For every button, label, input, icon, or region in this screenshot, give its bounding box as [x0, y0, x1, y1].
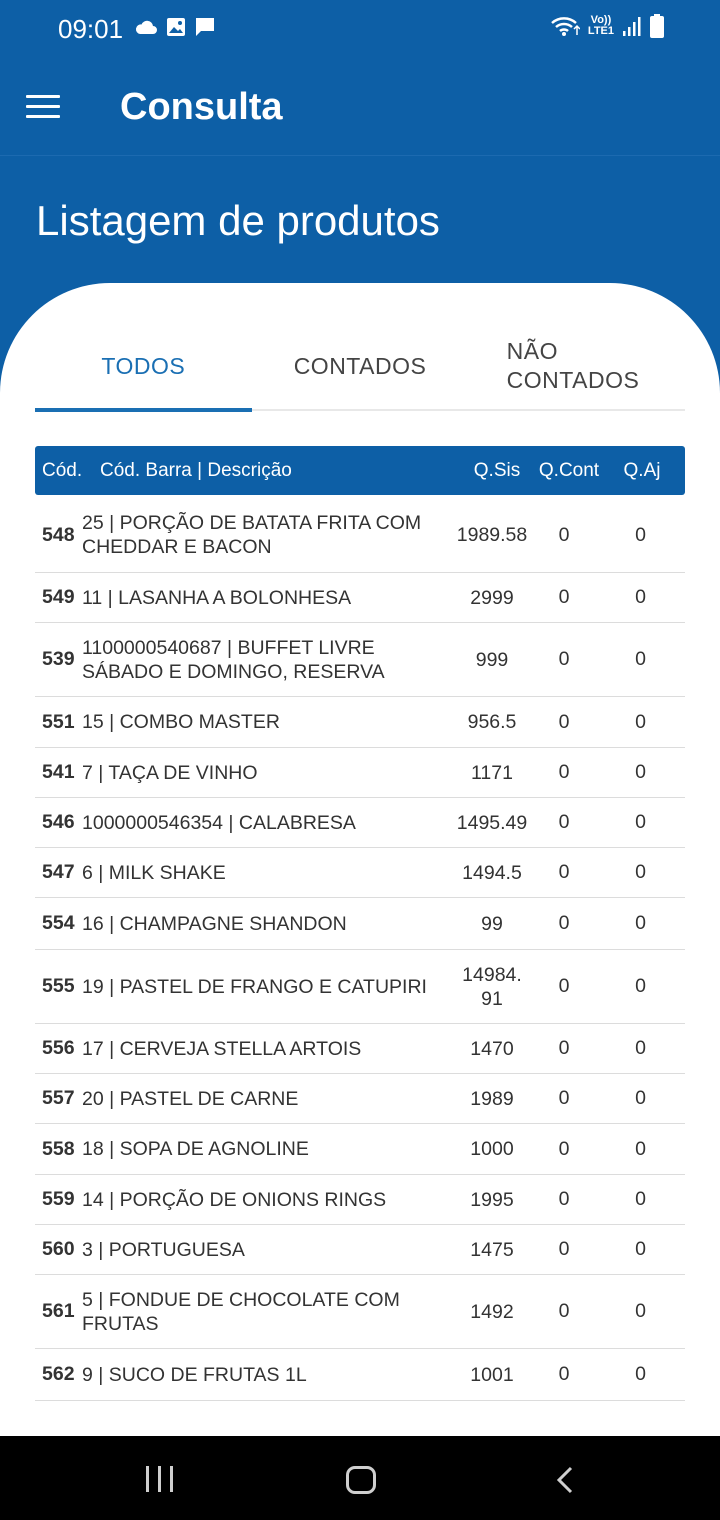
row-description: 16 | CHAMPAGNE SHANDON: [82, 912, 347, 935]
content-card: [0, 283, 720, 1436]
page-title: Listagem de produtos: [36, 197, 440, 244]
table-row[interactable]: [35, 1349, 685, 1401]
row-description: 17 | CERVEJA STELLA ARTOIS: [82, 1037, 362, 1060]
table-row[interactable]: [35, 623, 685, 697]
lte-top-label: Vo)): [590, 14, 612, 26]
row-code: 562: [42, 1363, 75, 1385]
product-list: [35, 498, 685, 1401]
table-row[interactable]: [35, 1225, 685, 1275]
message-icon: [194, 16, 216, 38]
status-icons-left: [134, 16, 216, 38]
tab-contados-label: CONTADOS: [293, 352, 427, 379]
status-icons-right: [550, 14, 664, 38]
row-q-cont: 0: [558, 648, 570, 670]
lte-bottom-label: LTE1: [587, 25, 614, 37]
row-description: 15 | COMBO MASTER: [82, 711, 280, 733]
app-bar: [0, 58, 720, 156]
row-q-cont: 0: [558, 1188, 570, 1210]
row-q-cont: 0: [558, 1137, 570, 1160]
table-row[interactable]: [35, 1175, 685, 1225]
row-description: 11 | LASANHA A BOLONHESA: [82, 586, 352, 609]
row-q-cont: 0: [558, 1363, 570, 1385]
header-cont: Q.Cont: [538, 459, 600, 481]
recent-apps-icon[interactable]: [146, 1466, 173, 1492]
row-code: 546: [42, 811, 75, 833]
row-q-sis: 1171: [471, 761, 513, 784]
home-icon[interactable]: [346, 1466, 376, 1494]
header-desc: Cód. Barra | Descrição: [100, 459, 292, 481]
row-description: 7 | TAÇA DE VINHO: [82, 761, 258, 784]
table-row[interactable]: [35, 898, 685, 950]
row-q-sis: 2999: [470, 586, 514, 609]
row-description: 14 | PORÇÃO DE ONIONS RINGS: [82, 1188, 387, 1211]
row-q-sis: 1001: [470, 1363, 514, 1386]
row-q-sis: 1475: [470, 1238, 514, 1261]
row-q-sis: 1495.49: [456, 811, 528, 834]
row-q-sis: 999: [475, 648, 509, 671]
row-q-aj: 0: [635, 975, 646, 997]
status-bar: [0, 0, 720, 58]
row-description: 5 | FONDUE DE CHOCOLATE COM FRUTAS: [82, 1288, 400, 1335]
header-aj: Q.Aj: [623, 459, 661, 481]
row-q-aj: 0: [635, 1300, 646, 1322]
table-row[interactable]: [35, 1275, 685, 1349]
row-description: 9 | SUCO DE FRUTAS 1L: [82, 1363, 307, 1386]
row-code: 558: [42, 1137, 75, 1160]
row-q-aj: 0: [635, 861, 646, 883]
row-code: 541: [42, 761, 75, 783]
row-description: 18 | SOPA DE AGNOLINE: [82, 1138, 309, 1160]
row-code: 560: [42, 1238, 75, 1260]
row-q-aj: 0: [635, 1087, 646, 1109]
table-row[interactable]: [35, 498, 685, 573]
tab-contados[interactable]: [252, 323, 469, 409]
app-title: Consulta: [120, 86, 283, 128]
row-code: 555: [42, 975, 75, 997]
cloud-icon: [134, 18, 158, 36]
row-q-sis: 1494.5: [462, 861, 522, 884]
table-row[interactable]: [35, 950, 685, 1024]
menu-icon[interactable]: [26, 86, 64, 126]
row-q-aj: 0: [635, 1137, 646, 1160]
header-sis: Q.Sis: [473, 459, 521, 481]
row-q-cont: 0: [558, 523, 570, 546]
row-q-sis: 1492: [470, 1300, 514, 1323]
row-q-aj: 0: [635, 1363, 646, 1385]
header-cod: Cód.: [42, 459, 83, 481]
table-row[interactable]: [35, 1024, 685, 1074]
table-row[interactable]: [35, 1124, 685, 1175]
row-description: 1100000540687 | BUFFET LIVRE SÁBADO E DOMINGO, RESERVA: [82, 636, 385, 683]
row-code: 559: [42, 1188, 75, 1210]
row-code: 549: [42, 586, 75, 608]
row-code: 561: [42, 1300, 75, 1322]
row-q-cont: 0: [558, 761, 570, 783]
table-row[interactable]: [35, 798, 685, 848]
row-q-sis: 1470: [470, 1037, 514, 1060]
row-q-cont: 0: [558, 1037, 570, 1059]
row-code: 547: [42, 861, 75, 883]
row-q-cont: 0: [558, 975, 570, 997]
row-q-aj: 0: [635, 648, 646, 670]
lte-indicator: [588, 15, 614, 37]
row-q-aj: 0: [635, 811, 646, 833]
row-q-aj: 0: [635, 586, 646, 608]
wifi-icon: [550, 15, 580, 37]
row-q-cont: 0: [558, 1238, 570, 1260]
row-q-cont: 0: [558, 861, 570, 883]
navigation-bar: [0, 1436, 720, 1520]
row-description: 25 | PORÇÃO DE BATATA FRITA COM CHEDDAR E BACON: [82, 512, 422, 558]
table-row[interactable]: [35, 697, 685, 748]
row-q-sis: 956.5: [467, 711, 517, 733]
table-row[interactable]: [35, 1074, 685, 1124]
row-code: 554: [42, 912, 75, 934]
row-q-sis: 1000: [470, 1138, 514, 1160]
row-code: 556: [42, 1037, 75, 1059]
row-q-cont: 0: [558, 586, 570, 608]
row-q-aj: 0: [635, 912, 646, 934]
row-q-aj: 0: [635, 710, 646, 733]
row-q-sis: 99: [481, 912, 503, 935]
row-q-cont: 0: [558, 710, 570, 733]
row-description: 6 | MILK SHAKE: [82, 861, 226, 884]
row-q-aj: 0: [635, 1037, 646, 1059]
row-code: 551: [42, 710, 75, 733]
row-code: 548: [42, 523, 75, 546]
tab-bar: [35, 323, 685, 411]
battery-icon: [650, 14, 664, 38]
row-q-sis: 1995: [470, 1188, 514, 1211]
image-icon: [166, 17, 186, 37]
table-row[interactable]: [35, 848, 685, 898]
row-q-sis: 1989: [470, 1087, 514, 1110]
tab-todos-label: TODOS: [101, 352, 186, 379]
signal-icon: [622, 15, 642, 37]
row-description: 1000000546354 | CALABRESA: [82, 811, 356, 834]
row-q-cont: 0: [558, 811, 570, 833]
tab-todos[interactable]: [35, 323, 252, 409]
row-q-cont: 0: [558, 912, 570, 934]
tab-nao-contados[interactable]: [468, 323, 685, 409]
row-q-sis: 1989.58: [456, 524, 528, 546]
tab-nao-contados-label: NÃO CONTADOS: [506, 338, 640, 393]
row-q-aj: 0: [635, 1188, 646, 1210]
row-description: 19 | PASTEL DE FRANGO E CATUPIRI: [82, 975, 427, 998]
table-row[interactable]: [35, 748, 685, 798]
back-icon[interactable]: [556, 1466, 574, 1494]
row-code: 539: [42, 648, 75, 670]
row-q-aj: 0: [635, 1238, 646, 1260]
row-q-aj: 0: [635, 523, 646, 546]
row-q-sis: 14984.91: [462, 963, 522, 1010]
row-q-cont: 0: [558, 1087, 570, 1109]
row-code: 557: [42, 1087, 75, 1109]
row-q-cont: 0: [558, 1300, 570, 1322]
row-description: 20 | PASTEL DE CARNE: [82, 1087, 299, 1110]
status-time: 09:01: [58, 14, 124, 44]
table-header: [35, 446, 685, 495]
table-row[interactable]: [35, 573, 685, 623]
row-description: 3 | PORTUGUESA: [82, 1238, 245, 1261]
row-q-aj: 0: [635, 761, 646, 783]
